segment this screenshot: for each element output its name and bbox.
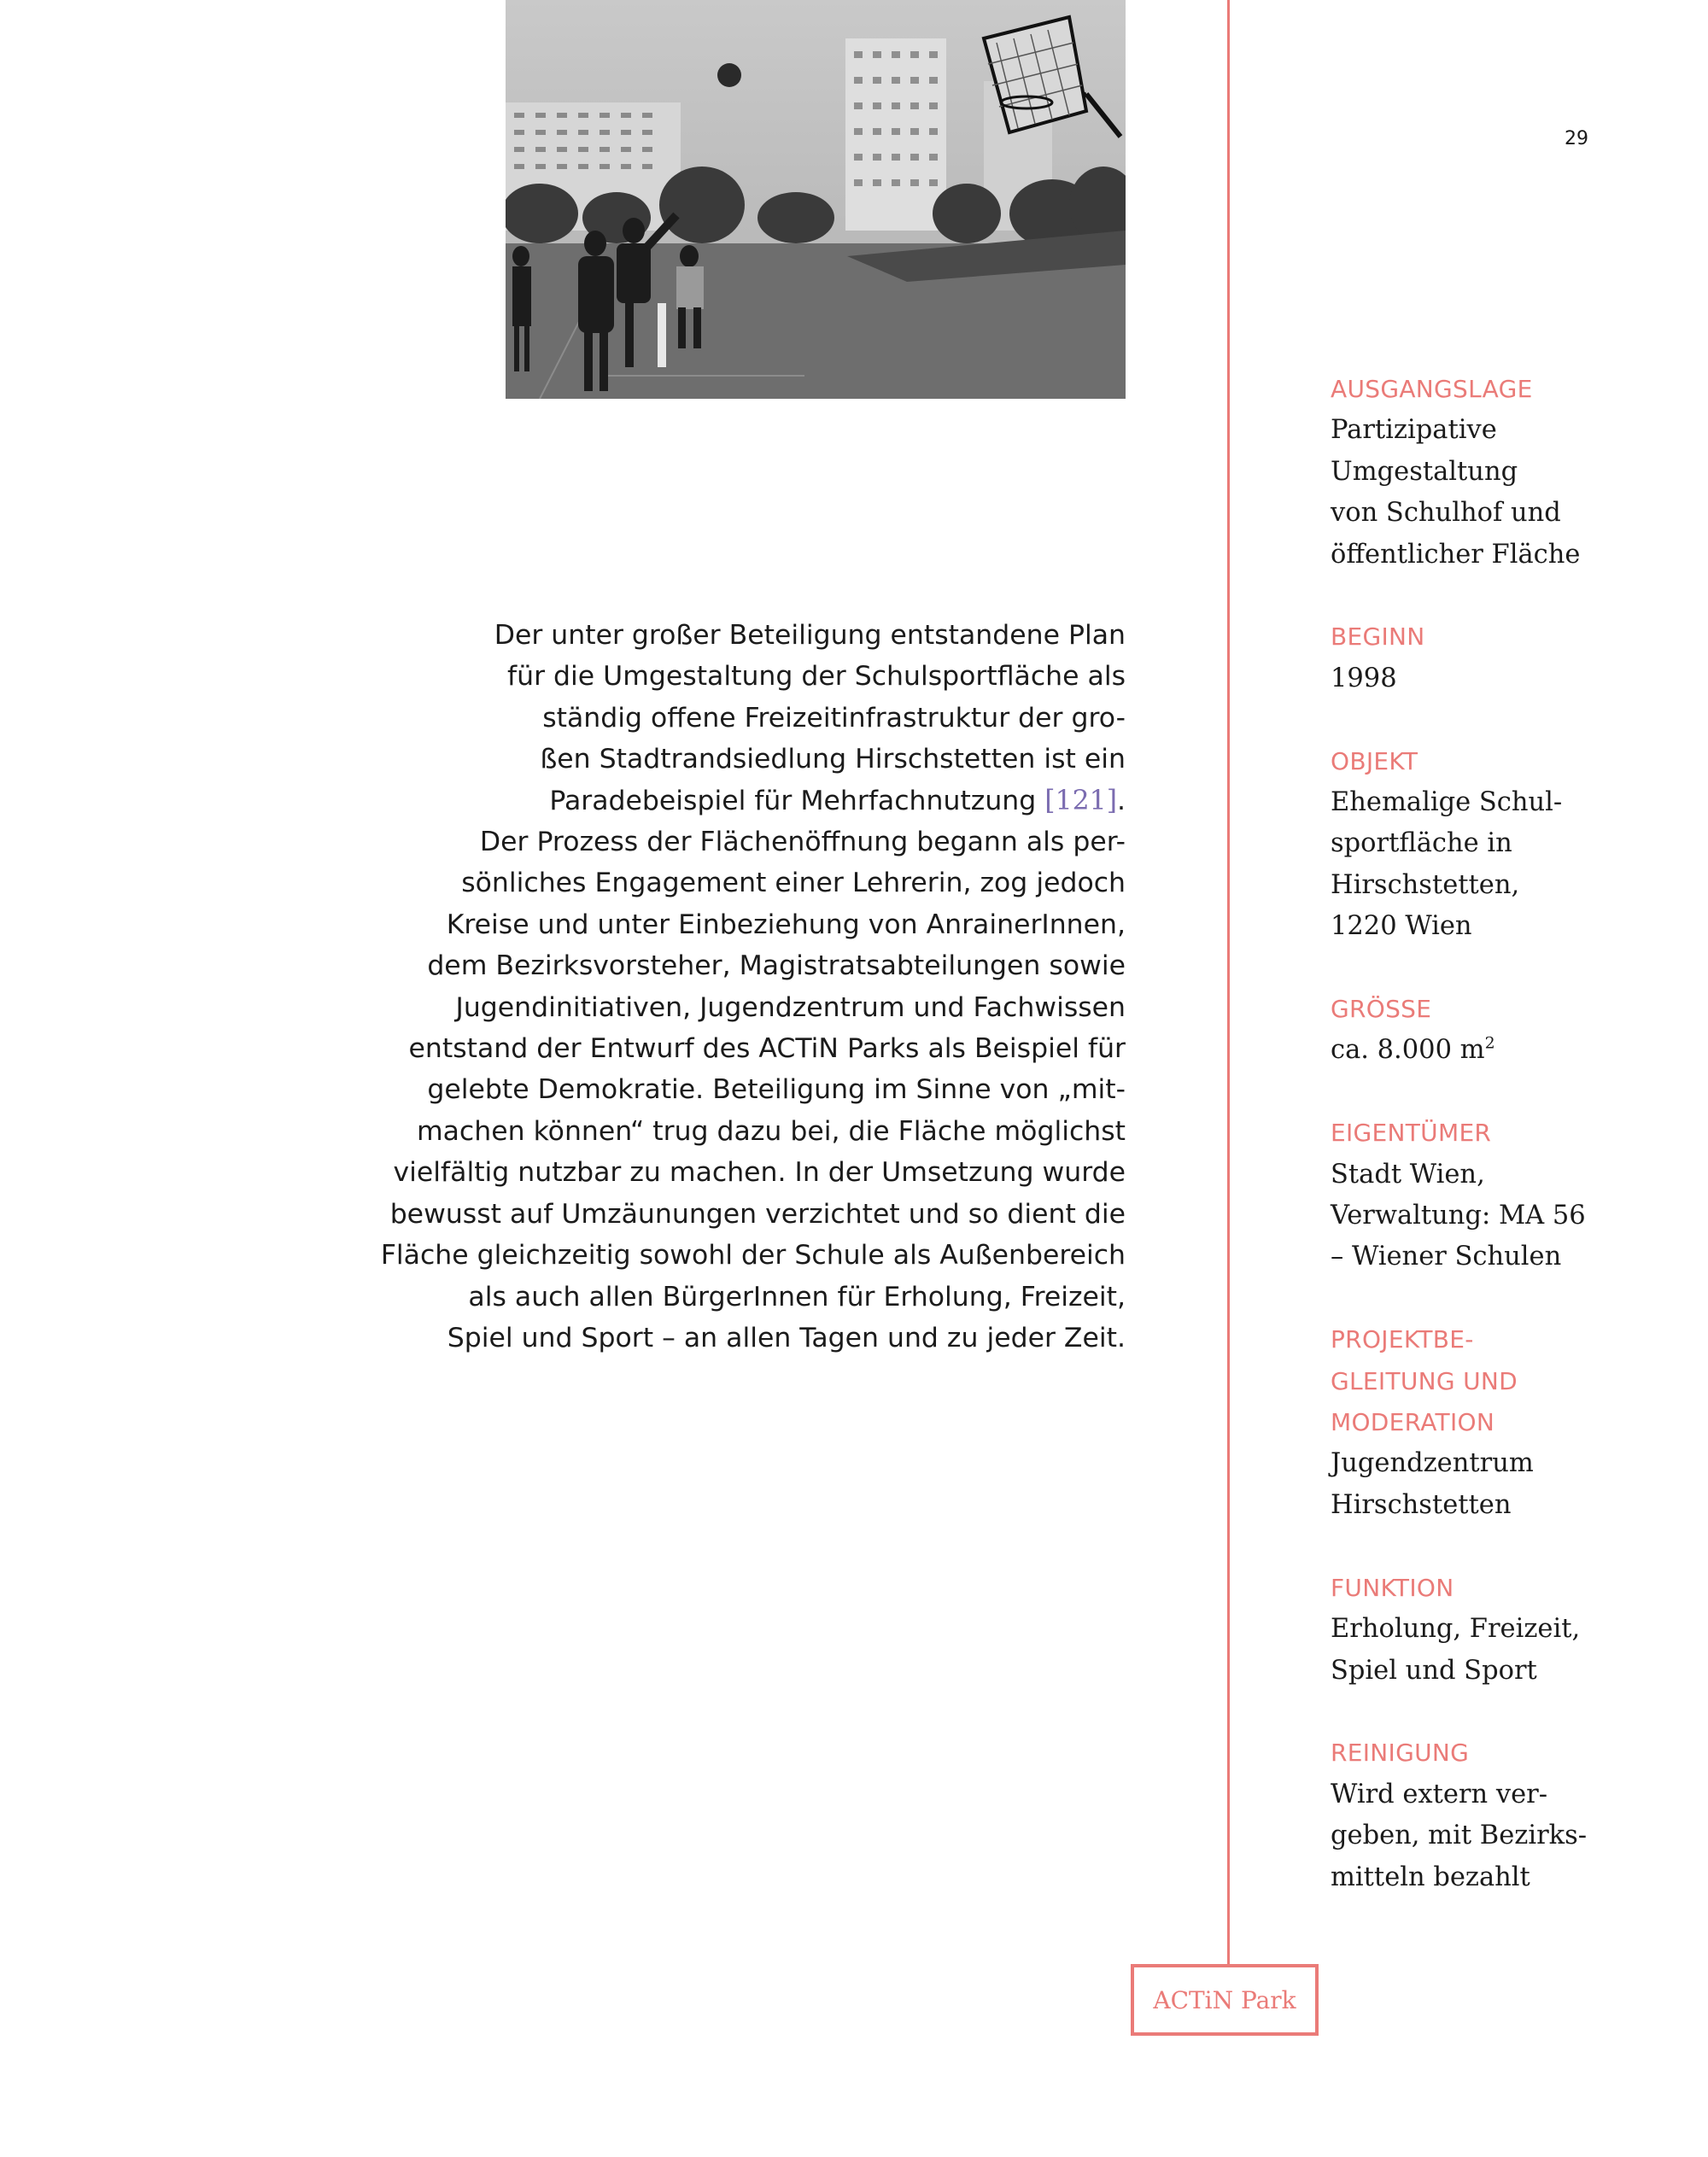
- project-facts-sidebar: [1331, 369, 1672, 1939]
- fact-value-line: Umgestaltung: [1331, 456, 1518, 487]
- fact-value-line: Wird extern ver-: [1331, 1779, 1548, 1809]
- fact-projektbegleitung: [1331, 1319, 1672, 1526]
- fact-label: GRÖSSE: [1331, 995, 1432, 1024]
- fact-reinigung: [1331, 1733, 1672, 1898]
- fact-value: [1331, 1774, 1672, 1898]
- fact-label: AUSGANGSLAGE: [1331, 375, 1533, 403]
- basketball-court-photo-icon: [506, 0, 1126, 399]
- fact-label: EIGENTÜMER: [1331, 1119, 1492, 1148]
- fact-value-line: 1998: [1331, 663, 1397, 693]
- fact-ausgangslage: [1331, 369, 1672, 576]
- body-line: Jugendinitiativen, Jugendzentrum und Fachwissen: [455, 991, 1126, 1023]
- fact-value-line: Hirschstetten: [1331, 1489, 1512, 1520]
- fact-funktion: [1331, 1568, 1672, 1692]
- fact-value-line: sportfläche in: [1331, 828, 1512, 859]
- fact-value: [1331, 1154, 1672, 1278]
- body-line: ständig offene Freizeitinfrastruktur der gro-: [542, 702, 1126, 734]
- body-line: als auch allen BürgerInnen für Erholung, Freizeit,: [468, 1281, 1126, 1312]
- fact-value-line: [1331, 1030, 1672, 1071]
- fact-objekt: [1331, 741, 1672, 948]
- fact-groesse: [1331, 989, 1672, 1072]
- fact-value-line: Verwaltung: MA 56: [1331, 1201, 1586, 1231]
- fact-value: [1331, 410, 1672, 576]
- fact-value: [1331, 1030, 1672, 1071]
- body-paragraph: [376, 615, 1126, 1359]
- body-line: Der unter großer Beteiligung entstandene Plan: [494, 620, 1126, 651]
- fact-value-line: Erholung, Freizeit,: [1331, 1614, 1581, 1645]
- section-label-box: ACTiN Park: [1131, 1964, 1319, 2036]
- area-unit-superscript: 2: [1484, 1033, 1495, 1053]
- body-line: dem Bezirksvorsteher, Magistratsabteilungen sowie: [427, 950, 1126, 982]
- fact-value: [1331, 782, 1672, 948]
- fact-label-line: MODERATION: [1331, 1408, 1495, 1437]
- fact-value-line: Partizipative: [1331, 415, 1497, 446]
- page-number: 29: [1565, 128, 1588, 149]
- vertical-divider: [1227, 0, 1230, 1964]
- body-line: Fläche gleichzeitig sowohl der Schule als Außenbereich: [380, 1240, 1126, 1271]
- fact-value-line: öffentlicher Fläche: [1331, 539, 1581, 570]
- body-line: Der Prozess der Flächenöffnung begann als per-: [479, 827, 1126, 858]
- fact-value-line: – Wiener Schulen: [1331, 1242, 1562, 1272]
- body-line: bewusst auf Umzäunungen verzichtet und so dient die: [389, 1198, 1126, 1230]
- fact-value-line: mitteln bezahlt: [1331, 1862, 1530, 1892]
- body-line: sönliches Engagement einer Lehrerin, zog jedoch: [461, 868, 1126, 899]
- fact-label-line: PROJEKTBE-: [1331, 1325, 1474, 1354]
- fact-value: [1331, 1609, 1672, 1692]
- body-line-with-citation: [376, 780, 1126, 821]
- fact-label: FUNKTION: [1331, 1573, 1454, 1602]
- body-line: Spiel und Sport – an allen Tagen und zu jeder Zeit.: [447, 1322, 1126, 1353]
- fact-beginn: [1331, 617, 1672, 699]
- fact-value-line: Ehemalige Schul-: [1331, 787, 1563, 818]
- body-line: Kreise und unter Einbeziehung von AnrainerInnen,: [446, 909, 1126, 940]
- body-line: entstand der Entwurf des ACTiN Parks als Beispiel für: [408, 1033, 1126, 1065]
- body-line: machen können“ trug dazu bei, die Fläche möglichst: [416, 1115, 1126, 1147]
- fact-eigentuemer: [1331, 1113, 1672, 1278]
- fact-value-line: 1220 Wien: [1331, 911, 1472, 942]
- fact-label: REINIGUNG: [1331, 1739, 1470, 1768]
- fact-value: [1331, 1443, 1672, 1526]
- body-line-text: Paradebeispiel für Mehrfachnutzung: [549, 785, 1037, 816]
- fact-label: [1331, 1319, 1672, 1443]
- body-line: für die Umgestaltung der Schulsportfläche als: [507, 661, 1126, 693]
- fact-value-line: von Schulhof und: [1331, 498, 1561, 529]
- fact-value-line: Spiel und Sport: [1331, 1655, 1537, 1686]
- area-value: ca. 8.000 m: [1331, 1035, 1485, 1066]
- fact-value-line: Jugendzentrum: [1331, 1448, 1534, 1479]
- citation-suffix: .: [1116, 785, 1126, 816]
- fact-value: [1331, 658, 1672, 699]
- body-line: ßen Stadtrandsiedlung Hirschstetten ist ein: [540, 744, 1126, 775]
- body-line: gelebte Demokratie. Beteiligung im Sinne von „mit-: [427, 1074, 1126, 1106]
- fact-label: OBJEKT: [1331, 746, 1418, 775]
- fact-label-line: GLEITUNG UND: [1331, 1366, 1518, 1395]
- basketball-court-photo: [506, 0, 1126, 399]
- fact-value-line: geben, mit Bezirks-: [1331, 1821, 1588, 1851]
- fact-label: BEGINN: [1331, 623, 1425, 652]
- fact-value-line: Hirschstetten,: [1331, 869, 1520, 900]
- citation-link[interactable]: [121]: [1044, 785, 1117, 816]
- body-line: vielfältig nutzbar zu machen. In der Umsetzung wurde: [393, 1157, 1126, 1189]
- fact-value-line: Stadt Wien,: [1331, 1159, 1485, 1190]
